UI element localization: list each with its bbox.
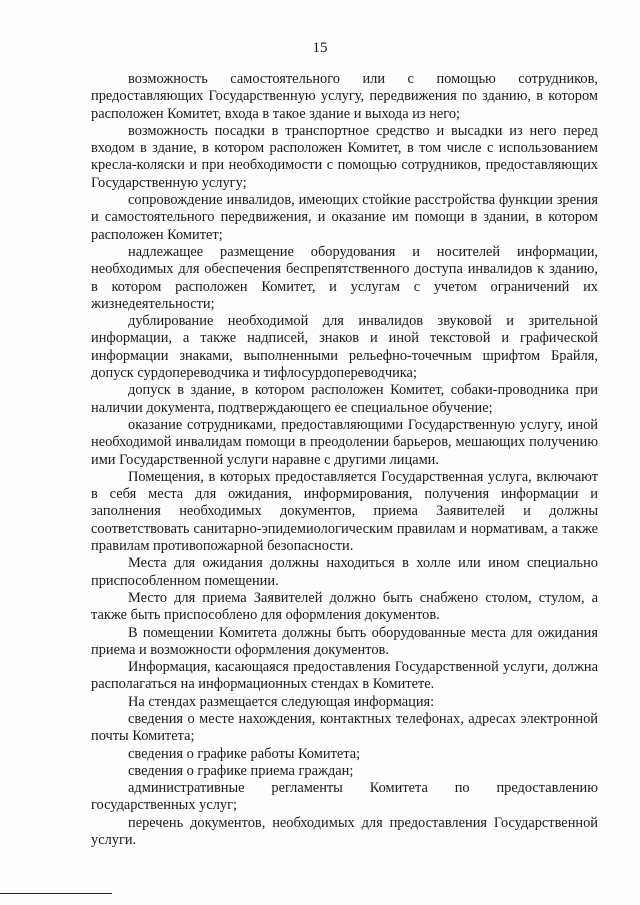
paragraph: возможность самостоятельного или с помощью сотрудников, предоставляющих Государственную услугу, передвижения по зданию, в котором расположен Комитет, входа в такое здание и выхода из него; [91,71,598,122]
paragraph: Информация, касающаяся предоставления Государственной услуги, должна располагаться на информационных стендах в Комитете. [91,659,598,693]
paragraph: Место для приема Заявителей должно быть снабжено столом, стулом, а также быть приспособлено для оформления документов. [91,589,598,624]
paragraph: сведения о графике работы Комитета; [128,745,361,762]
paragraph: дублирование необходимой для инвалидов звуковой и зрительной информации, а также надписей, знаков и иной текстовой и графической информации знаками, выполненными рельефно-точечным шрифтом Брайля, допуск сурдопереводчика и тифлосурдопереводчика; [91,313,598,382]
paragraph: сведения о графике приема граждан; [128,762,354,779]
paragraph: Места для ожидания должны находиться в холле или ином специально приспособленном помещении. [91,555,598,589]
paragraph: административные регламенты Комитета по предоставлению государственных услуг; [91,780,598,814]
paragraph: Помещения, в которых предоставляется Государственная услуга, включают в себя места для ожидания, информирования, получения информации и заполнения необходимых документов, приема Заявителей и должны соответствовать санитарно-эпидемиологическим правилам и нормативам, а также правилам противопожарной безопасности. [91,468,598,555]
paragraph: В помещении Комитета должны быть оборудованные места для ожидания приема и возможности оформления документов. [91,624,598,658]
paragraph: возможность посадки в транспортное средство и высадки из него перед входом в здание, в котором расположен Комитет, в том числе с использованием кресла-коляски и при необходимости с помощью сотрудников, предоставляющих Государственную услугу; [91,122,598,191]
paragraph: перечень документов, необходимых для предоставления Государственной услуги. [91,814,598,849]
paragraph: сопровождение инвалидов, имеющих стойкие расстройства функции зрения и самостоятельного передвижения, и оказание им помощи в здании, в котором расположен Комитет; [91,192,598,243]
paragraph: оказание сотрудниками, предоставляющими Государственную услугу, иной необходимой инвалидам помощи в преодолении барьеров, мешающих получению ими Государственной услуги наравне с другими лицами. [91,416,598,468]
paragraph: надлежащее размещение оборудования и носителей информации, необходимых для обеспечения беспрепятственного доступа инвалидов к зданию, в котором расположен Комитет, и услугам с учетом ограничений их жизнедеятельности; [91,243,598,312]
paragraph: допуск в здание, в котором расположен Комитет, собаки-проводника при наличии документа, подтверждающего ее специальное обучение; [91,382,598,416]
footer-rule [0,893,112,894]
paragraph: На стендах размещается следующая информация: [128,693,435,710]
paragraph: сведения о месте нахождения, контактных телефонах, адресах электронной почты Комитета; [91,710,598,745]
page-number: 15 [312,40,328,56]
document-body [91,71,598,849]
